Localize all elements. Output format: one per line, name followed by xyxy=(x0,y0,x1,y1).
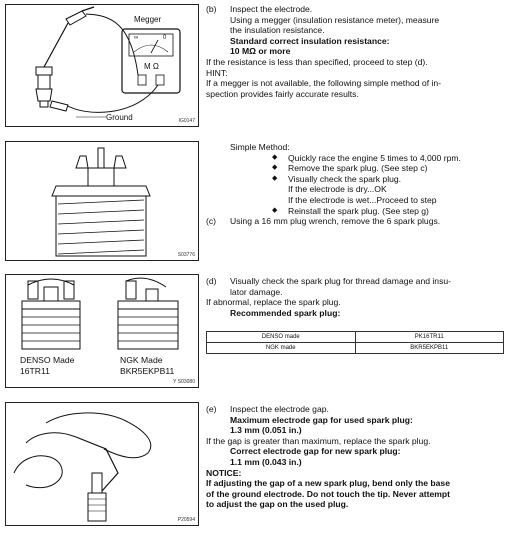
step-c-text: Using a 16 mm plug wrench, remove the 6 spark plugs. xyxy=(230,216,441,227)
text-line: If a megger is not available, the following simple method of in- xyxy=(206,78,442,89)
max-gap-value: 1.3 mm (0.051 in.) xyxy=(230,425,302,436)
bullet-item: Reinstall the spark plug. (See step g) xyxy=(288,205,429,216)
simple-method xyxy=(206,142,508,227)
recommended-label: Recommended spark plug: xyxy=(230,307,341,318)
spark-plug-illustration xyxy=(6,142,198,260)
standard-label: Standard correct insulation resistance: xyxy=(230,35,390,46)
figure-plug-types xyxy=(5,274,199,388)
figure-id: Y S03080 xyxy=(173,379,195,385)
meter-unit-label: M Ω xyxy=(144,62,159,71)
bullet-icon: ◆ xyxy=(272,206,278,214)
section-b xyxy=(206,4,508,99)
text-line: spection provides fairly accurate results. xyxy=(206,88,359,99)
figure-gap-gauge xyxy=(5,402,199,526)
table-row xyxy=(207,343,504,354)
table-cell: NGK made xyxy=(207,343,356,354)
text-line: the insulation resistance. xyxy=(230,25,325,36)
megger-label: Megger xyxy=(134,15,162,24)
ngk-label-line2: BKR5EKPB11 xyxy=(120,366,175,376)
table-row xyxy=(207,332,504,343)
bullet-item: Quickly race the engine 5 times to 4,000 rpm. xyxy=(288,152,461,163)
text-line: If the resistance is less than specified, proceed to step (d). xyxy=(206,56,428,67)
denso-label-line1: DENSO Made xyxy=(20,355,75,365)
step-label: (d) xyxy=(206,276,217,286)
notice-line: If adjusting the gap of a new spark plug, bend only the base xyxy=(206,478,450,489)
step-label: (b) xyxy=(206,4,217,14)
zero-scale-label: 0 xyxy=(163,35,167,41)
text-line: Using a megger (insulation resistance meter), measure xyxy=(230,14,440,25)
table-cell: BKR5EKPB11 xyxy=(355,343,504,354)
infinity-scale-label: ∞ xyxy=(134,35,139,41)
section-d xyxy=(206,276,508,318)
figure-id: IG0147 xyxy=(178,118,195,124)
gap-gauge-illustration xyxy=(6,403,198,525)
bullet-item: Remove the spark plug. (See step c) xyxy=(288,163,428,174)
correct-gap-label: Correct electrode gap for new spark plug: xyxy=(230,446,401,457)
figure-id: P20594 xyxy=(177,517,195,523)
denso-label-line2: 16TR11 xyxy=(20,366,50,376)
step-label: (c) xyxy=(206,216,217,227)
figure-id: S03776 xyxy=(177,252,195,258)
recommended-plug-table xyxy=(206,331,504,354)
step-title: Inspect the electrode. xyxy=(230,4,313,14)
figure-spark-plug-closeup xyxy=(5,141,199,261)
bullet-icon: ◆ xyxy=(272,164,278,172)
bullet-item: Visually check the spark plug. xyxy=(288,173,402,184)
simple-method-title: Simple Method: xyxy=(230,142,290,152)
text-line: If the gap is greater than maximum, replace the spark plug. xyxy=(206,435,431,446)
text-line: lator damage. xyxy=(230,286,283,297)
table-cell: PK16TR11 xyxy=(355,332,504,343)
bullet-icon: ◆ xyxy=(272,153,278,161)
sub-item: If the electrode is wet...Proceed to step xyxy=(288,194,437,205)
section-e xyxy=(206,404,508,510)
step-title: Inspect the electrode gap. xyxy=(230,404,329,414)
text-line: Visually check the spark plug for thread damage and insu- xyxy=(230,276,452,286)
bullet-icon: ◆ xyxy=(272,174,278,182)
sub-item: If the electrode is dry...OK xyxy=(288,184,387,195)
figure-megger xyxy=(5,4,199,127)
hint-label: HINT: xyxy=(206,67,228,78)
notice-line: to adjust the gap on the used plug. xyxy=(206,499,349,510)
correct-gap-value: 1.1 mm (0.043 in.) xyxy=(230,456,302,467)
step-label: (e) xyxy=(206,404,217,414)
ground-label: Ground xyxy=(106,113,133,122)
table-cell: DENSO made xyxy=(207,332,356,343)
text-line: If abnormal, replace the spark plug. xyxy=(206,297,341,308)
megger-illustration xyxy=(6,5,198,126)
max-gap-label: Maximum electrode gap for used spark plug: xyxy=(230,414,413,425)
ngk-label-line1: NGK Made xyxy=(120,355,163,365)
standard-value: 10 MΩ or more xyxy=(230,46,291,57)
notice-label: NOTICE: xyxy=(206,467,242,478)
notice-line: of the ground electrode. Do not touch the tip. Never attempt xyxy=(206,488,450,499)
